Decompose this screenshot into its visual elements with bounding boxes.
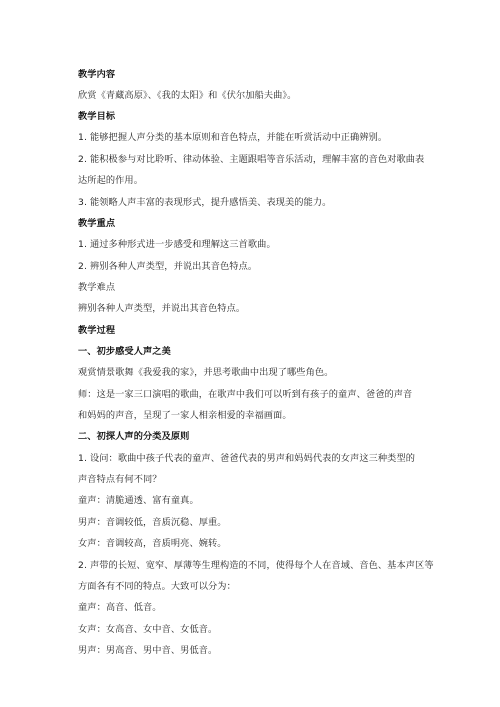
heading-teaching-process: 教学过程 — [78, 325, 116, 336]
section-2-line-5: 女声：音调较高，音质明亮、婉转。 — [78, 538, 227, 549]
difficult-point-text: 辨别各种人声类型，并说出其音色特点。 — [78, 303, 246, 314]
teaching-content-text: 欣赏《青藏高原》、《我的太阳》和《伏尔加船夫曲》。 — [78, 90, 297, 101]
goal-line-2-continued: 达所起的作用。 — [78, 175, 144, 186]
section-2-line-7: 方面各有不同的特点。大致可以分为： — [78, 581, 236, 592]
key-point-1: 1. 通过多种形式进一步感受和理解这三首歌曲。 — [78, 239, 276, 250]
section-2-line-9: 女声：女高音、女中音、女低音。 — [78, 624, 218, 635]
section-2-line-2: 声音特点有何不同？ — [78, 474, 162, 485]
section-2-line-3: 童声：清脆通透、富有童真。 — [78, 495, 199, 506]
goal-line-3: 3. 能领略人声丰富的表现形式，提升感悟美、表现美的能力。 — [78, 197, 332, 208]
section-1-title: 一、初步感受人声之美 — [78, 346, 171, 357]
section-1-line-3: 和妈妈的声音，呈现了一家人相亲相爱的幸福画面。 — [78, 410, 292, 421]
section-1-line-1: 观赏情景歌舞《我爱我的家》，并思考歌曲中出现了哪些角色。 — [78, 367, 334, 378]
section-2-title: 二、初探人声的分类及原则 — [78, 431, 190, 442]
section-2-line-1: 1. 设问：歌曲中孩子代表的童声、爸爸代表的男声和妈妈代表的女声这三种类型的 — [78, 453, 416, 464]
section-2-line-8: 童声：高音、低音。 — [78, 602, 162, 613]
heading-difficult-points: 教学难点 — [78, 282, 116, 293]
goal-line-1: 1. 能够把握人声分类的基本原则和音色特点，并能在听赏活动中正确辨别。 — [78, 132, 388, 143]
section-1-line-2: 师：这是一家三口演唱的歌曲，在歌声中我们可以听到有孩子的童声、爸爸的声音 — [78, 389, 413, 400]
key-point-2: 2. 辨别各种人声类型，并说出其音色特点。 — [78, 261, 258, 272]
heading-teaching-content: 教学内容 — [78, 69, 116, 80]
goal-line-2: 2. 能积极参与对比聆听、律动体验、主题跟唱等音乐活动，理解丰富的音色对歌曲表 — [78, 154, 425, 165]
heading-teaching-goals: 教学目标 — [78, 111, 116, 122]
heading-key-points: 教学重点 — [78, 218, 116, 229]
section-2-line-10: 男声：男高音、男中音、男低音。 — [78, 645, 218, 656]
section-2-line-4: 男声：音调较低，音质沉稳、厚重。 — [78, 517, 227, 528]
section-2-line-6: 2. 声带的长短、宽窄、厚薄等生理构造的不同，使得每个人在音域、音色、基本声区等 — [78, 560, 434, 571]
